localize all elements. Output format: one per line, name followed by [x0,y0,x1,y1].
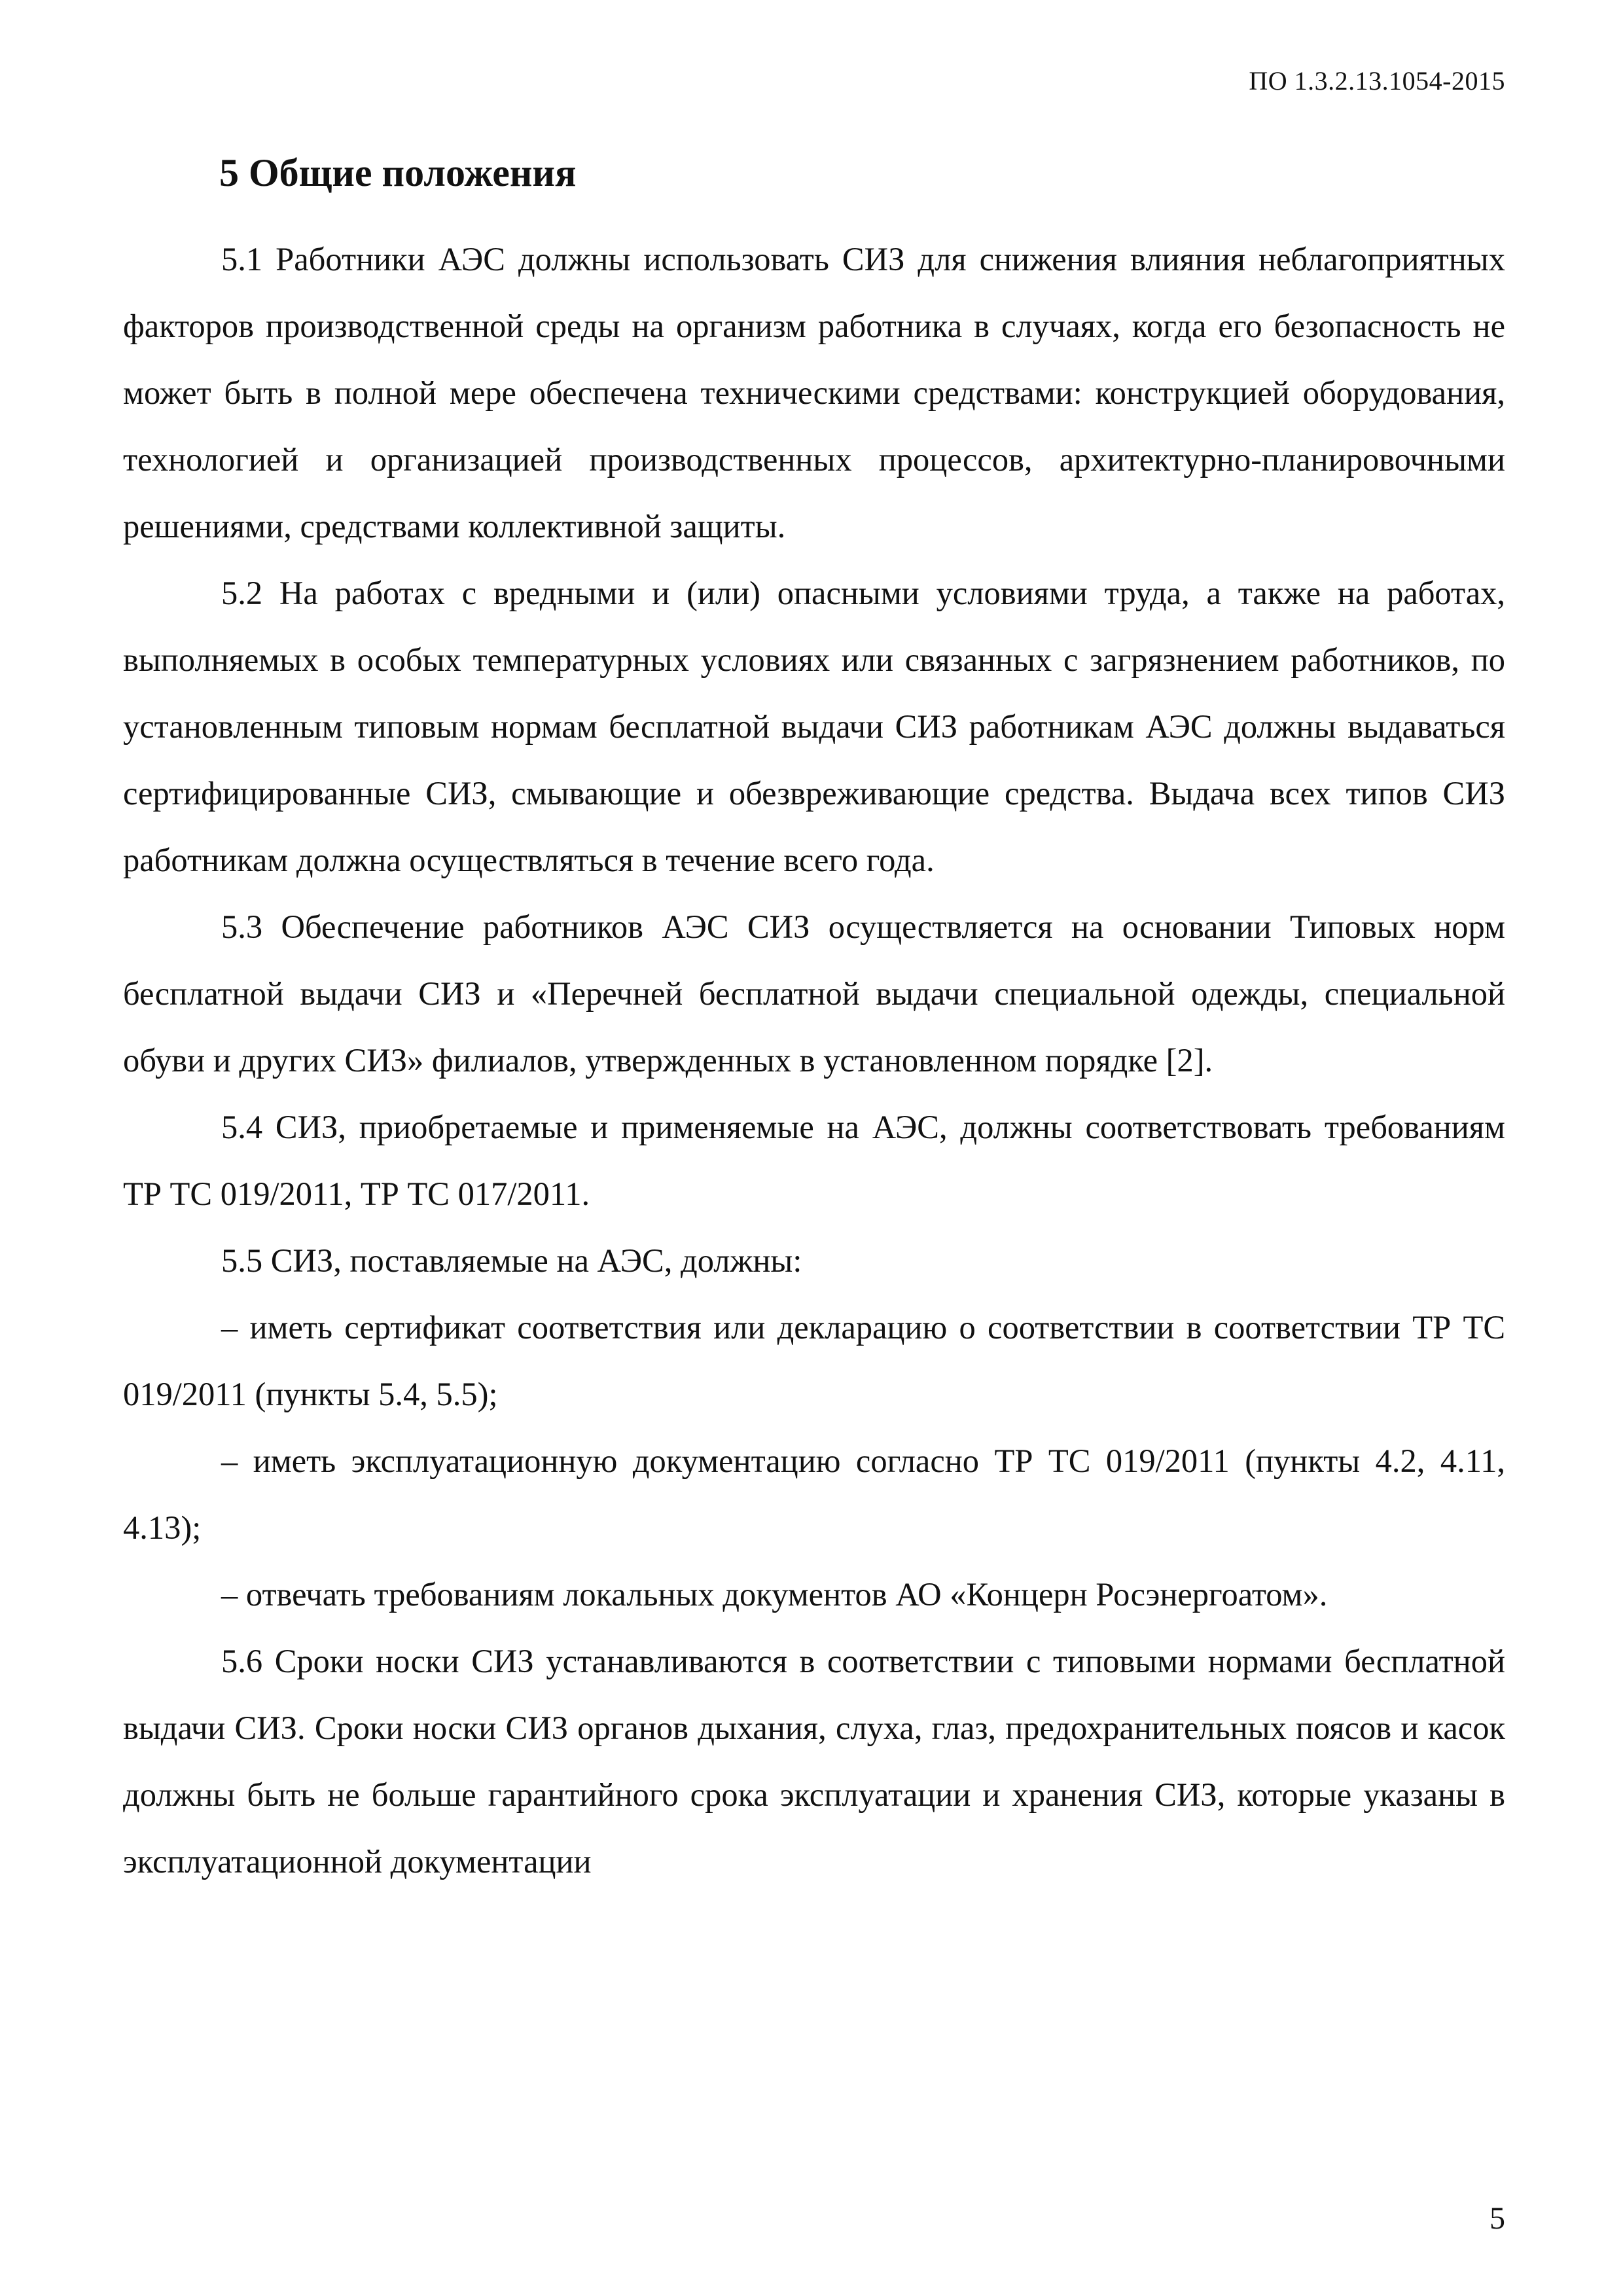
list-item-documentation: – иметь эксплуатационную документацию согласно ТР ТС 019/2011 (пункты 4.2, 4.11, 4.13); [123,1443,1505,1546]
section-title: 5 Общие положения [219,151,577,194]
paragraph-5-5: 5.5 СИЗ, поставляемые на АЭС, должны: [221,1242,802,1279]
list-item-certificate: – иметь сертификат соответствия или декларацию о соответствии в соответствии ТР ТС 019/2011 (пункты 5.4, 5.5); [123,1309,1505,1412]
list-item-local-requirements: – отвечать требованиям локальных документов АО «Концерн Росэнергоатом». [221,1576,1328,1613]
paragraph-5-6: 5.6 Сроки носки СИЗ устанавливаются в соответствии с типовыми нормами бесплатной выдачи СИЗ. Сроки носки СИЗ органов дыхания, слуха, глаз, предохранительных поясов и касок должны быть не больше гарантийного срока эксплуатации и хранения СИЗ, которые указаны в эксплуатационной документации [123,1643,1505,1880]
paragraph-5-2: 5.2 На работах с вредными и (или) опасными условиями труда, а также на работах, выполняемых в особых температурных условиях или связанных с загрязнением работников, по установленным типовым нормам бесплатной выдачи СИЗ работникам АЭС должны выдаваться сертифицированные СИЗ, смывающие и обезвреживающие средства. Выдача всех типов СИЗ работникам должна осуществляться в течение всего года. [123,575,1505,878]
page-number: 5 [1489,2201,1505,2236]
section-body [123,226,1505,1895]
paragraph-5-1: 5.1 Работники АЭС должны использовать СИЗ для снижения влияния неблагоприятных факторов производственной среды на организм работника в случаях, когда его безопасность не может быть в полной мере обеспечена техническими средствами: конструкцией оборудования, технологией и организацией производственных процессов, архитектурно-планировочными решениями, средствами коллективной защиты. [123,241,1505,545]
document-code: ПО 1.3.2.13.1054-2015 [1249,66,1505,96]
paragraph-5-4: 5.4 СИЗ, приобретаемые и применяемые на АЭС, должны соответствовать требованиям ТР ТС 019/2011, ТР ТС 017/2011. [123,1109,1505,1212]
paragraph-5-3: 5.3 Обеспечение работников АЭС СИЗ осуществляется на основании Типовых норм бесплатной выдачи СИЗ и «Перечней бесплатной выдачи специальной одежды, специальной обуви и других СИЗ» филиалов, утвержденных в установленном порядке [2]. [123,908,1505,1079]
